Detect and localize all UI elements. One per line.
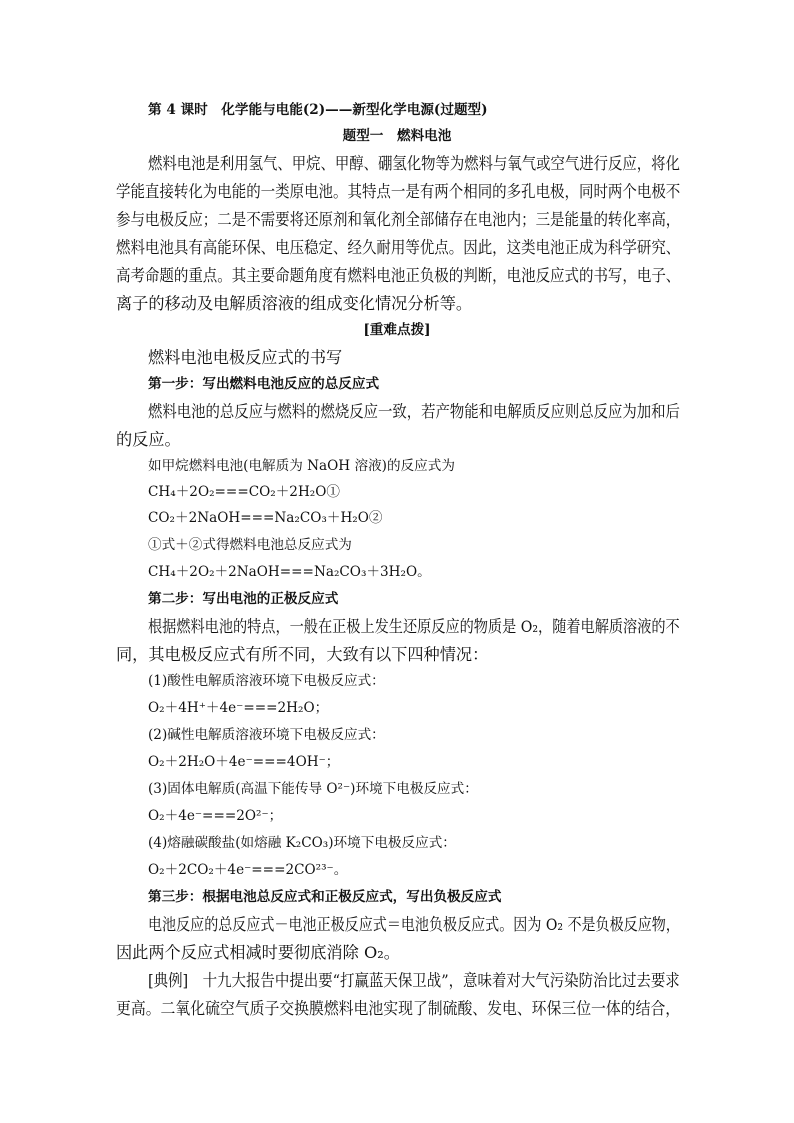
intro-line: 参与电极反应；二是不需要将还原剂和氧化剂全部储存在电池内；三是能量的转化率高， — [116, 210, 681, 229]
case3-equation: O₂＋4e⁻===2O²⁻； — [148, 808, 283, 824]
step1-heading: 第一步：写出燃料电池反应的总反应式 — [148, 376, 380, 392]
lesson-title: 第 4 课时 化学能与电能(2)——新型化学电源(过题型) — [148, 102, 488, 118]
equation-1: CH₄＋2O₂===CO₂＋2H₂O① — [148, 484, 340, 500]
step1-text-line: 的反应。 — [116, 430, 181, 449]
sum-text: ①式＋②式得燃料电池总反应式为 — [148, 537, 352, 553]
case2-label: (2)碱性电解质溶液环境下电极反应式： — [148, 727, 385, 743]
intro-line: 高考命题的重点。其主要命题角度有燃料电池正负极的判断，电池反应式的书写，电子、 — [116, 266, 681, 285]
case4-label: (4)熔融碳酸盐(如熔融 K₂CO₃)环境下电极反应式： — [148, 835, 456, 851]
intro-line: 学能直接转化为电能的一类原电池。其特点一是有两个相同的多孔电极，同时两个电极不 — [116, 182, 681, 201]
step2-text-line: 根据燃料电池的特点，一般在正极上发生还原反应的物质是 O₂，随着电解质溶液的不 — [148, 617, 680, 636]
case2-equation: O₂＋2H₂O＋4e⁻===4OH⁻； — [148, 754, 340, 770]
equation-2: CO₂＋2NaOH===Na₂CO₃＋H₂O② — [148, 510, 383, 526]
case1-equation: O₂＋4H⁺＋4e⁻===2H₂O； — [148, 700, 329, 716]
step2-heading: 第二步：写出电池的正极反应式 — [148, 591, 339, 607]
step1-text-line: 燃料电池的总反应与燃料的燃烧反应一致，若产物能和电解质反应则总反应为加和后 — [148, 402, 680, 421]
step3-text-line: 电池反应的总反应式－电池正极反应式＝电池负极反应式。因为 O₂ 不是负极反应物， — [148, 915, 680, 934]
case3-label: (3)固体电解质(高温下能传导 O²⁻)环境下电极反应式： — [148, 781, 478, 797]
equation-3: CH₄＋2O₂＋2NaOH===Na₂CO₃＋3H₂O。 — [148, 564, 431, 580]
step3-text-line: 因此两个反应式相减时要彻底消除 O₂。 — [116, 943, 400, 962]
intro-line: 离子的移动及电解质溶液的组成变化情况分析等。 — [116, 294, 473, 313]
intro-line: 燃料电池是利用氢气、甲烷、甲醇、硼氢化物等为燃料与氧气或空气进行反应，将化 — [148, 154, 680, 173]
intro-line: 燃料电池具有高能环保、电压稳定、经久耐用等优点。因此，这类电池正成为科学研究、 — [116, 238, 681, 257]
case1-label: (1)酸性电解质溶液环境下电极反应式： — [148, 673, 385, 689]
step2-text-line: 同，其电极反应式有所不同，大致有以下四种情况： — [116, 645, 489, 664]
step3-heading: 第三步：根据电池总反应式和正极反应式，写出负极反应式 — [148, 889, 502, 905]
case4-equation: O₂＋2CO₂＋4e⁻===2CO²³⁻。 — [148, 862, 348, 878]
example-text-line: 更高。二氧化硫空气质子交换膜燃料电池实现了制硫酸、发电、环保三位一体的结合， — [116, 999, 681, 1018]
example-intro: 如甲烷燃料电池(电解质为 NaOH 溶液)的反应式为 — [148, 458, 455, 474]
example-text-line: [典例] 十九大报告中提出要“打赢蓝天保卫战”，意味着对大气污染防治比过去要求 — [148, 971, 680, 990]
subtitle: 燃料电池电极反应式的书写 — [148, 348, 343, 367]
section-title: 题型一 燃料电池 — [342, 128, 452, 144]
key-points-label: [重难点拨] — [363, 322, 431, 338]
